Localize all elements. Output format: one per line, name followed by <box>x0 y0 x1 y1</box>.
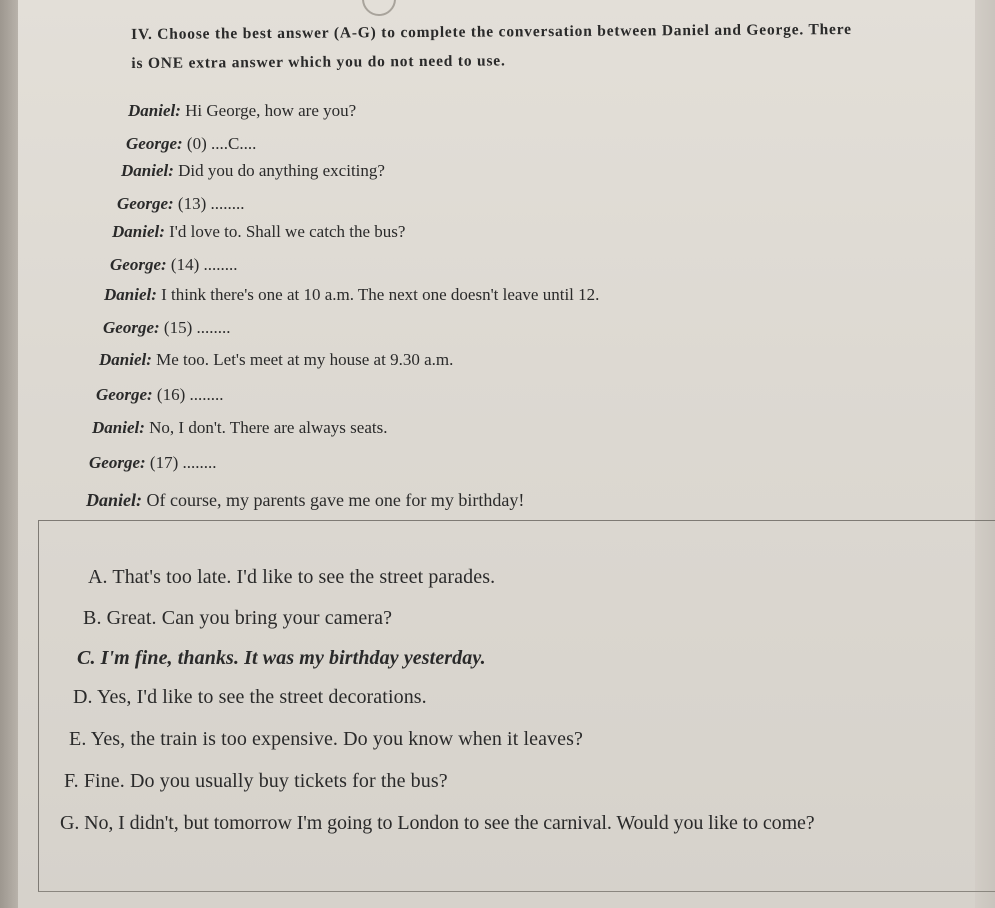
option-c-example: C. I'm fine, thanks. It was my birthday yesterday. <box>77 647 486 669</box>
speaker-label: Daniel: <box>121 161 174 180</box>
option-g: G. No, I didn't, but tomorrow I'm going to London to see the carnival. Would you like to come? <box>60 812 815 834</box>
dialogue-line-10 <box>96 385 223 405</box>
answer-blank-15[interactable]: (15) ........ <box>163 318 231 337</box>
option-d: D. Yes, I'd like to see the street decorations. <box>73 686 427 708</box>
speaker-label: Daniel: <box>99 350 152 369</box>
dialogue-line-4 <box>117 194 244 214</box>
dialogue-text: Hi George, how are you? <box>185 101 357 120</box>
dialogue-line-11 <box>92 418 387 438</box>
answer-blank-17[interactable]: (17) ........ <box>149 453 217 472</box>
option-f: F. Fine. Do you usually buy tickets for the bus? <box>64 770 448 792</box>
binder-hole <box>362 0 396 16</box>
speaker-label: George: <box>110 255 167 274</box>
answer-blank-13[interactable]: (13) ........ <box>177 194 245 213</box>
dialogue-line-13 <box>86 490 524 511</box>
dialogue-text: No, I don't. There are always seats. <box>149 418 388 437</box>
speaker-label: George: <box>103 318 160 337</box>
speaker-label: Daniel: <box>104 285 157 304</box>
instruction-line-2: is ONE extra answer which you do not need to use. <box>131 52 506 72</box>
dialogue-text: I'd love to. Shall we catch the bus? <box>169 222 406 241</box>
instruction-line-1: IV. Choose the best answer (A-G) to complete the conversation between Daniel and George. There <box>131 20 852 43</box>
dialogue-line-5 <box>112 222 405 242</box>
dialogue-text: I think there's one at 10 a.m. The next one doesn't leave until 12. <box>161 285 600 304</box>
page-left-shadow <box>0 0 18 908</box>
speaker-label: George: <box>96 385 153 404</box>
dialogue-line-9 <box>99 350 453 370</box>
option-e: E. Yes, the train is too expensive. Do you know when it leaves? <box>69 728 583 750</box>
answer-blank-14[interactable]: (14) ........ <box>170 255 238 274</box>
speaker-label: George: <box>126 134 183 153</box>
dialogue-line-6 <box>110 255 237 275</box>
dialogue-line-2 <box>126 134 256 154</box>
dialogue-line-1 <box>128 101 356 121</box>
dialogue-line-3 <box>121 161 385 181</box>
option-b: B. Great. Can you bring your camera? <box>83 607 393 629</box>
speaker-label: George: <box>89 453 146 472</box>
dialogue-line-12 <box>89 453 216 473</box>
speaker-label: Daniel: <box>86 490 142 510</box>
dialogue-text: Me too. Let's meet at my house at 9.30 a.m. <box>156 350 454 369</box>
speaker-label: George: <box>117 194 174 213</box>
speaker-label: Daniel: <box>128 101 181 120</box>
dialogue-text: Did you do anything exciting? <box>178 161 385 180</box>
dialogue-text: Of course, my parents gave me one for my birthday! <box>146 490 525 510</box>
answer-blank-0: (0) ....C.... <box>186 134 257 153</box>
answer-blank-16[interactable]: (16) ........ <box>156 385 224 404</box>
speaker-label: Daniel: <box>112 222 165 241</box>
dialogue-line-8 <box>103 318 230 338</box>
dialogue-line-7 <box>104 285 599 305</box>
exercise-instruction <box>131 14 931 78</box>
speaker-label: Daniel: <box>92 418 145 437</box>
option-a: A. That's too late. I'd like to see the street parades. <box>88 566 496 588</box>
